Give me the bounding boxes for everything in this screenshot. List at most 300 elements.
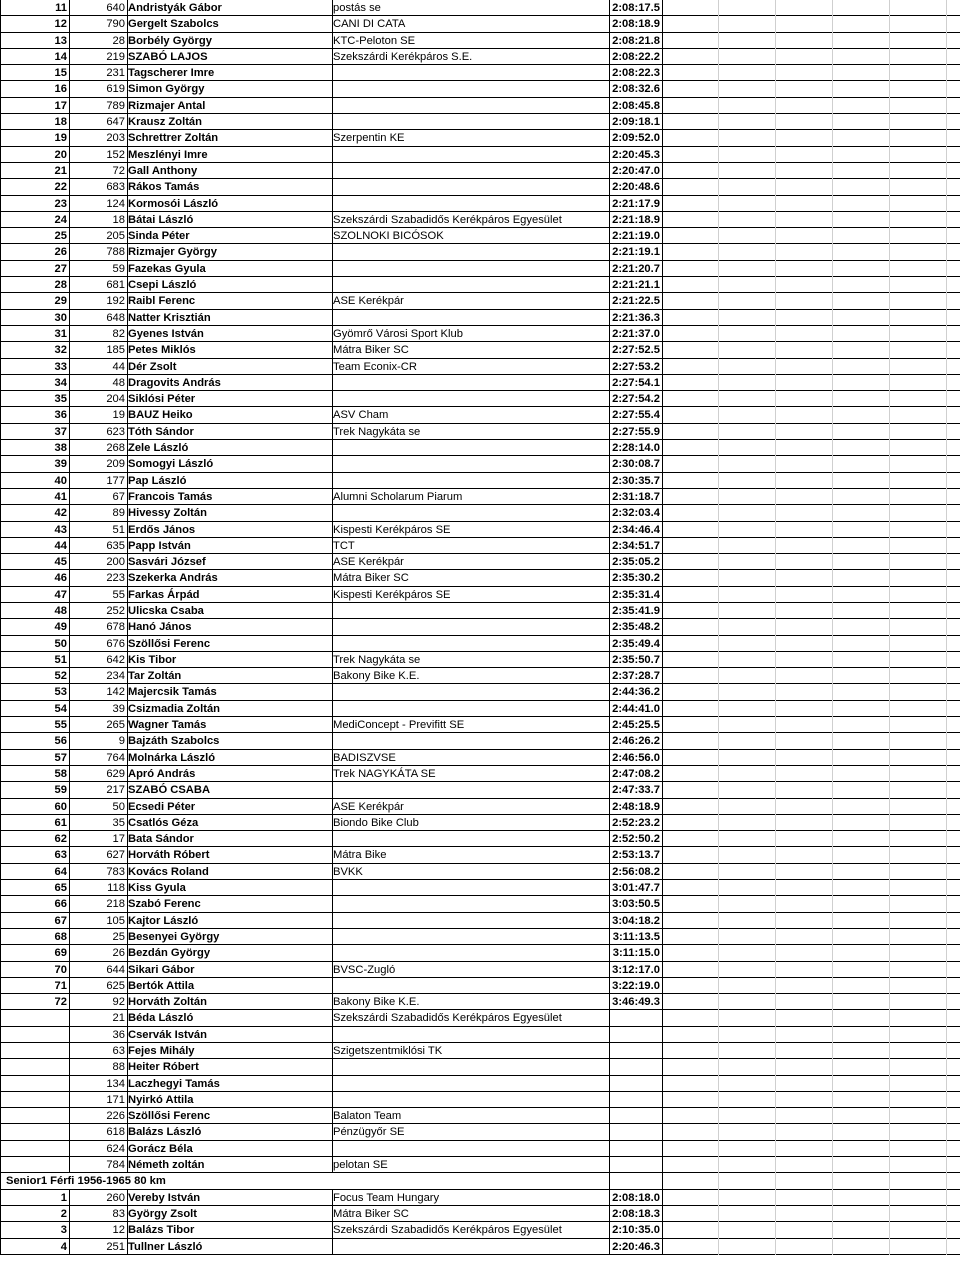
place-cell: 53 — [54, 686, 67, 699]
grid-line — [0, 1010, 1, 1026]
table-row — [0, 407, 960, 423]
grid-line — [662, 130, 663, 146]
table-row — [0, 929, 960, 945]
name-cell: Krausz Zoltán — [128, 116, 202, 129]
name-cell: Horváth Zoltán — [128, 996, 207, 1009]
grid-line — [662, 587, 663, 603]
grid-line — [832, 342, 833, 358]
grid-line — [332, 261, 333, 277]
grid-line — [775, 65, 776, 81]
grid-line — [889, 293, 890, 309]
grid-line — [832, 880, 833, 896]
time-cell: 2:21:36.3 — [612, 311, 660, 324]
grid-line — [889, 750, 890, 766]
grid-line — [832, 913, 833, 929]
club-cell: ASE Kerékpár — [333, 800, 404, 813]
place-cell: 49 — [54, 621, 67, 634]
time-cell: 2:08:21.8 — [612, 34, 660, 47]
name-cell: Tagscherer Imre — [128, 67, 215, 80]
grid-line — [662, 1092, 663, 1108]
table-row — [0, 16, 960, 32]
name-cell: Pap László — [128, 474, 187, 487]
bib-cell: 203 — [106, 132, 125, 145]
time-cell: 2:08:22.3 — [612, 67, 660, 80]
table-row — [0, 668, 960, 684]
grid-line — [718, 896, 719, 912]
table-row — [0, 98, 960, 114]
grid-line — [662, 114, 663, 130]
grid-line — [0, 1027, 1, 1043]
name-cell: Simon György — [128, 83, 205, 96]
grid-line — [718, 668, 719, 684]
grid-line — [718, 750, 719, 766]
grid-line — [775, 1173, 776, 1189]
grid-line — [662, 310, 663, 326]
grid-line — [889, 1141, 890, 1157]
grid-line — [609, 1059, 610, 1075]
grid-line — [718, 1173, 719, 1189]
table-row — [0, 864, 960, 880]
grid-line — [662, 978, 663, 994]
bib-cell: 82 — [112, 327, 125, 340]
grid-line — [718, 619, 719, 635]
bib-cell: 134 — [106, 1077, 125, 1090]
grid-line — [946, 896, 947, 912]
time-cell: 2:08:18.9 — [612, 18, 660, 31]
name-cell: Natter Krisztián — [128, 311, 211, 324]
grid-line — [832, 98, 833, 114]
grid-line — [332, 1076, 333, 1092]
table-row — [0, 440, 960, 456]
grid-line — [889, 1157, 890, 1173]
grid-line — [718, 228, 719, 244]
name-cell: Siklósi Péter — [128, 393, 196, 406]
grid-line — [718, 603, 719, 619]
name-cell: BAUZ Heiko — [128, 409, 193, 422]
table-row — [0, 261, 960, 277]
grid-line — [775, 864, 776, 880]
bib-cell: 17 — [112, 833, 125, 846]
grid-line — [889, 522, 890, 538]
grid-line — [775, 228, 776, 244]
name-cell: Csepi László — [128, 279, 197, 292]
grid-line — [775, 880, 776, 896]
grid-line — [775, 831, 776, 847]
grid-line — [609, 1076, 610, 1092]
grid-line — [332, 782, 333, 798]
grid-line — [889, 407, 890, 423]
bib-cell: 252 — [106, 604, 125, 617]
grid-line — [718, 326, 719, 342]
grid-line — [832, 733, 833, 749]
time-cell: 2:08:22.2 — [612, 50, 660, 63]
bib-cell: 234 — [106, 670, 125, 683]
grid-line — [332, 244, 333, 260]
time-cell: 2:21:20.7 — [612, 262, 660, 275]
grid-line — [889, 1076, 890, 1092]
club-cell: Trek NAGYKÁTA SE — [333, 767, 436, 780]
place-cell: 30 — [54, 311, 67, 324]
bib-cell: 678 — [106, 621, 125, 634]
table-row — [0, 717, 960, 733]
place-cell: 15 — [54, 67, 67, 80]
name-cell: Tóth Sándor — [128, 425, 194, 438]
grid-line — [946, 473, 947, 489]
place-cell: 41 — [54, 490, 67, 503]
grid-line — [662, 1043, 663, 1059]
grid-line — [946, 864, 947, 880]
name-cell: Szabó Ferenc — [128, 898, 201, 911]
grid-line — [775, 1043, 776, 1059]
grid-line — [332, 945, 333, 961]
grid-line — [889, 505, 890, 521]
table-row — [0, 570, 960, 586]
bib-cell: 25 — [112, 930, 125, 943]
grid-line — [718, 945, 719, 961]
place-cell: 63 — [54, 849, 67, 862]
name-cell: Balázs László — [128, 1126, 202, 1139]
grid-line — [889, 261, 890, 277]
grid-line — [775, 815, 776, 831]
grid-line — [718, 570, 719, 586]
grid-line — [775, 163, 776, 179]
bib-cell: 51 — [112, 523, 125, 536]
place-cell: 26 — [54, 246, 67, 259]
grid-line — [889, 212, 890, 228]
table-row — [0, 375, 960, 391]
time-cell: 3:46:49.3 — [612, 996, 660, 1009]
grid-line — [775, 994, 776, 1010]
grid-line — [889, 310, 890, 326]
club-cell: Szekszárdi Kerékpáros S.E. — [333, 50, 473, 63]
time-cell: 2:20:45.3 — [612, 148, 660, 161]
bib-cell: 44 — [112, 360, 125, 373]
grid-line — [662, 603, 663, 619]
grid-line — [889, 147, 890, 163]
grid-line — [662, 522, 663, 538]
grid-line — [775, 603, 776, 619]
table-row — [0, 652, 960, 668]
grid-line — [0, 1092, 1, 1108]
grid-line — [889, 913, 890, 929]
time-cell: 2:27:54.1 — [612, 376, 660, 389]
grid-line — [718, 880, 719, 896]
grid-line — [889, 847, 890, 863]
grid-line — [946, 945, 947, 961]
bib-cell: 19 — [112, 409, 125, 422]
grid-line — [832, 1157, 833, 1173]
grid-line — [946, 1010, 947, 1026]
grid-line — [662, 864, 663, 880]
grid-line — [946, 636, 947, 652]
grid-line — [775, 244, 776, 260]
table-row — [0, 489, 960, 505]
grid-line — [718, 277, 719, 293]
name-cell: Wagner Tamás — [128, 719, 207, 732]
grid-line — [832, 261, 833, 277]
grid-line — [775, 1222, 776, 1238]
grid-line — [775, 147, 776, 163]
grid-line — [775, 1206, 776, 1222]
grid-line — [946, 342, 947, 358]
time-cell: 3:11:13.5 — [612, 930, 660, 943]
grid-line — [889, 1239, 890, 1255]
bib-cell: 92 — [112, 996, 125, 1009]
grid-line — [889, 880, 890, 896]
table-row — [0, 1124, 960, 1140]
grid-line — [946, 359, 947, 375]
grid-line — [775, 554, 776, 570]
name-cell: Hivessy Zoltán — [128, 507, 207, 520]
grid-line — [832, 750, 833, 766]
table-row — [0, 163, 960, 179]
grid-line — [946, 65, 947, 81]
grid-line — [889, 896, 890, 912]
grid-line — [832, 1173, 833, 1189]
time-cell: 2:21:21.1 — [612, 279, 660, 292]
table-row — [0, 684, 960, 700]
name-cell: Csatlós Géza — [128, 816, 199, 829]
grid-line — [609, 1173, 610, 1189]
grid-line — [832, 114, 833, 130]
grid-line — [662, 994, 663, 1010]
grid-line — [718, 847, 719, 863]
grid-line — [889, 244, 890, 260]
place-cell: 21 — [54, 164, 67, 177]
bib-cell: 647 — [106, 116, 125, 129]
grid-line — [662, 636, 663, 652]
grid-line — [332, 391, 333, 407]
table-row — [0, 81, 960, 97]
bib-cell: 635 — [106, 539, 125, 552]
grid-line — [718, 456, 719, 472]
grid-line — [946, 16, 947, 32]
grid-line — [718, 1027, 719, 1043]
grid-line — [946, 326, 947, 342]
section-heading: Senior1 Férfi 1956-1965 80 km — [6, 1175, 166, 1188]
grid-line — [832, 1076, 833, 1092]
grid-line — [889, 1059, 890, 1075]
grid-line — [775, 0, 776, 16]
table-row — [0, 538, 960, 554]
grid-line — [946, 391, 947, 407]
club-cell: Alumni Scholarum Piarum — [333, 490, 463, 503]
place-cell: 47 — [54, 588, 67, 601]
time-cell: 3:11:15.0 — [612, 947, 660, 960]
grid-line — [662, 1010, 663, 1026]
grid-line — [889, 603, 890, 619]
grid-line — [718, 424, 719, 440]
grid-line — [718, 505, 719, 521]
grid-line — [889, 815, 890, 831]
grid-line — [832, 277, 833, 293]
grid-line — [662, 424, 663, 440]
place-cell: 42 — [54, 507, 67, 520]
grid-line — [662, 913, 663, 929]
place-cell: 18 — [54, 116, 67, 129]
grid-line — [662, 896, 663, 912]
table-row — [0, 945, 960, 961]
table-row — [0, 701, 960, 717]
place-cell: 69 — [54, 947, 67, 960]
grid-line — [0, 1157, 1, 1173]
grid-line — [662, 326, 663, 342]
grid-line — [662, 391, 663, 407]
grid-line — [832, 424, 833, 440]
grid-line — [332, 1027, 333, 1043]
grid-line — [889, 489, 890, 505]
table-row — [0, 33, 960, 49]
grid-line — [832, 375, 833, 391]
grid-line — [718, 489, 719, 505]
name-cell: Dragovits András — [128, 376, 221, 389]
grid-line — [775, 684, 776, 700]
club-cell: Mátra Biker SC — [333, 344, 409, 357]
grid-line — [718, 407, 719, 423]
grid-line — [662, 375, 663, 391]
grid-line — [946, 1222, 947, 1238]
grid-line — [946, 130, 947, 146]
club-cell: Focus Team Hungary — [333, 1191, 440, 1204]
grid-line — [832, 505, 833, 521]
grid-line — [718, 701, 719, 717]
grid-line — [662, 733, 663, 749]
grid-line — [609, 1043, 610, 1059]
grid-line — [775, 1027, 776, 1043]
grid-line — [332, 310, 333, 326]
bib-cell: 72 — [112, 164, 125, 177]
name-cell: Kiss Gyula — [128, 882, 186, 895]
grid-line — [889, 1206, 890, 1222]
grid-line — [832, 407, 833, 423]
place-cell: 36 — [54, 409, 67, 422]
grid-line — [775, 668, 776, 684]
time-cell: 2:27:53.2 — [612, 360, 660, 373]
grid-line — [946, 1239, 947, 1255]
grid-line — [889, 1092, 890, 1108]
grid-line — [889, 81, 890, 97]
grid-line — [889, 994, 890, 1010]
bib-cell: 55 — [112, 588, 125, 601]
name-cell: Sikari Gábor — [128, 963, 195, 976]
grid-line — [775, 293, 776, 309]
grid-line — [775, 1141, 776, 1157]
name-cell: Zele László — [128, 442, 189, 455]
grid-line — [662, 1222, 663, 1238]
grid-line — [718, 440, 719, 456]
time-cell: 2:30:35.7 — [612, 474, 660, 487]
place-cell: 39 — [54, 458, 67, 471]
name-cell: Szöllősi Ferenc — [128, 1110, 211, 1123]
grid-line — [0, 1124, 1, 1140]
grid-line — [609, 1124, 610, 1140]
grid-line — [718, 587, 719, 603]
name-cell: Tar Zoltán — [128, 670, 182, 683]
grid-line — [946, 554, 947, 570]
grid-line — [662, 815, 663, 831]
grid-line — [832, 831, 833, 847]
time-cell: 2:08:17.5 — [612, 2, 660, 14]
grid-line — [889, 424, 890, 440]
grid-line — [775, 81, 776, 97]
section-heading-row — [0, 1173, 960, 1189]
grid-line — [332, 473, 333, 489]
grid-line — [889, 554, 890, 570]
time-cell: 2:35:30.2 — [612, 572, 660, 585]
time-cell: 2:21:18.9 — [612, 213, 660, 226]
bib-cell: 152 — [106, 148, 125, 161]
grid-line — [889, 1222, 890, 1238]
time-cell: 2:27:55.9 — [612, 425, 660, 438]
grid-line — [662, 0, 663, 16]
table-row — [0, 1010, 960, 1026]
grid-line — [662, 440, 663, 456]
place-cell: 32 — [54, 344, 67, 357]
grid-line — [718, 212, 719, 228]
table-row — [0, 782, 960, 798]
grid-line — [946, 962, 947, 978]
grid-line — [832, 293, 833, 309]
bib-cell: 28 — [112, 34, 125, 47]
name-cell: Kovács Roland — [128, 865, 209, 878]
name-cell: Ecsedi Péter — [128, 800, 196, 813]
grid-line — [718, 1239, 719, 1255]
name-cell: Farkas Árpád — [128, 588, 200, 601]
bib-cell: 219 — [106, 50, 125, 63]
place-cell: 3 — [60, 1224, 67, 1237]
grid-line — [662, 228, 663, 244]
grid-line — [718, 913, 719, 929]
grid-line — [662, 554, 663, 570]
name-cell: Somogyi László — [128, 458, 214, 471]
table-row — [0, 1190, 960, 1206]
name-cell: Sasvári József — [128, 556, 206, 569]
grid-line — [946, 570, 947, 586]
place-cell: 29 — [54, 295, 67, 308]
table-row — [0, 522, 960, 538]
grid-line — [946, 733, 947, 749]
grid-line — [832, 668, 833, 684]
grid-line — [775, 212, 776, 228]
grid-line — [718, 196, 719, 212]
grid-line — [718, 766, 719, 782]
time-cell: 2:52:50.2 — [612, 833, 660, 846]
grid-line — [775, 49, 776, 65]
grid-line — [946, 456, 947, 472]
grid-line — [946, 489, 947, 505]
grid-line — [946, 799, 947, 815]
grid-line — [662, 945, 663, 961]
grid-line — [946, 179, 947, 195]
grid-line — [775, 359, 776, 375]
time-cell: 2:35:05.2 — [612, 556, 660, 569]
place-cell: 54 — [54, 702, 67, 715]
table-row — [0, 636, 960, 652]
grid-line — [718, 733, 719, 749]
table-row — [0, 913, 960, 929]
bib-cell: 205 — [106, 230, 125, 243]
name-cell: Kis Tibor — [128, 653, 177, 666]
club-cell: BVKK — [333, 865, 363, 878]
place-cell: 67 — [54, 914, 67, 927]
grid-line — [946, 587, 947, 603]
grid-line — [718, 359, 719, 375]
grid-line — [332, 196, 333, 212]
grid-line — [889, 978, 890, 994]
bib-cell: 683 — [106, 181, 125, 194]
time-cell: 2:08:32.6 — [612, 83, 660, 96]
grid-line — [718, 179, 719, 195]
